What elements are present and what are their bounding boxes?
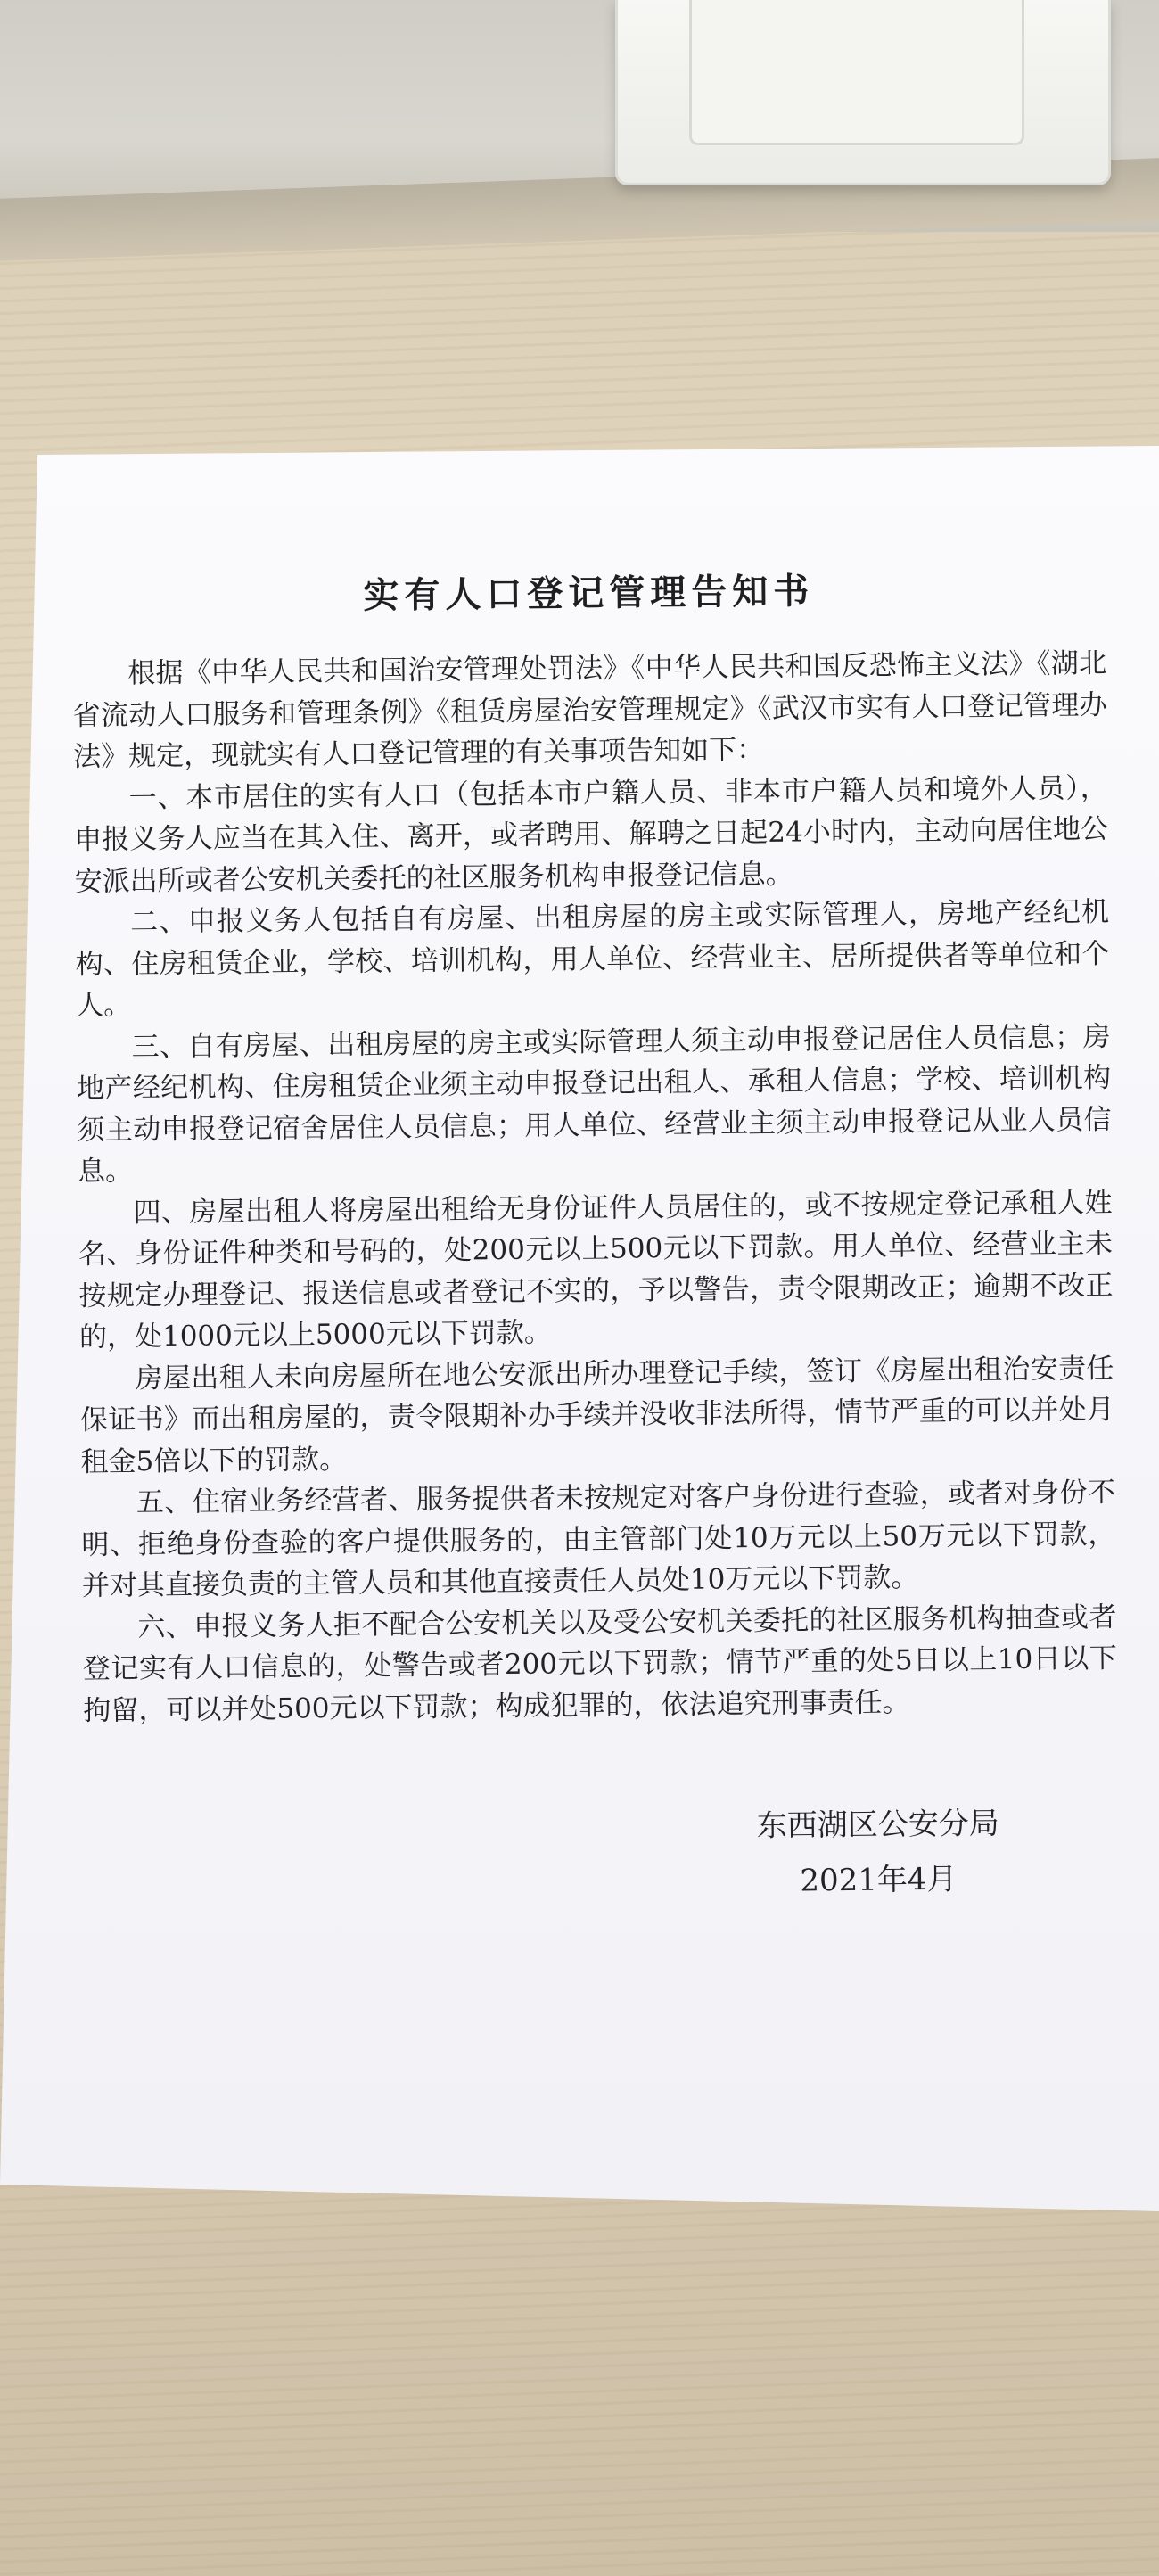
intro-paragraph: 根据《中华人民共和国治安管理处罚法》《中华人民共和国反恐怖主义法》《湖北省流动人口服务和管理条例》《租赁房屋治安管理规定》《武汉市实有人口登记管理办法》规定，现就实有人口登记管理的有关事项告知如下： bbox=[72, 646, 1107, 773]
issue-date: 2021年4月 bbox=[800, 1861, 958, 1899]
issuer-name: 东西湖区公安分局 bbox=[756, 1806, 999, 1845]
switch-rocker bbox=[689, 0, 1024, 145]
clause-4-supplement: 房屋出租人未向房屋所在地公安派出所办理登记手续，签订《房屋出租治安责任保证书》而出租房屋的，责令限期补办手续并没收非法所得，情节严重的可以并处月租金5倍以下的罚款。 bbox=[79, 1352, 1115, 1478]
clause-4: 四、房屋出租人将房屋出租给无身份证件人员居住的，或不按规定登记承租人姓名、身份证件种类和号码的，处200元以上500元以下罚款。用人单位、经营业主未按规定办理登记、报送信息或者登记不实的，予以警告，责令限期改正；逾期不改正的，处1000元以上5000元以下罚款。 bbox=[78, 1186, 1114, 1354]
notice-document bbox=[71, 560, 1118, 1899]
clause-3: 三、自有房屋、出租房屋的房主或实际管理人须主动申报登记居住人员信息；房地产经纪机构、住房租赁企业须主动申报登记出租人、承租人信息；学校、培训机构须主动申报登记宿舍居住人员信息；用人单位、经营业主须主动申报登记从业人员信息。 bbox=[76, 1020, 1112, 1188]
clause-5: 五、住宿业务经营者、服务提供者未按规定对客户身份进行查验，或者对身份不明、拒绝身份查验的客户提供服务的，由主管部门处10万元以上50万元以下罚款，并对其直接负责的主管人员和其他直接责任人员处10万元以下罚款。 bbox=[81, 1476, 1116, 1602]
clause-1: 一、本市居住的实有人口（包括本市户籍人员、非本市户籍人员和境外人员），申报义务人应当在其入住、离开，或者聘用、解聘之日起24小时内，主动向居住地公安派出所或者公安机关委托的社区服务机构申报登记信息。 bbox=[73, 771, 1109, 898]
notice-title: 实有人口登记管理告知书 bbox=[363, 570, 815, 617]
signature-block bbox=[690, 1795, 1065, 1909]
wall-switch-plate bbox=[615, 0, 1111, 185]
clause-6: 六、申报义务人拒不配合公安机关以及受公安机关委托的社区服务机构抽查或者登记实有人口信息的，处警告或者200元以下罚款；情节严重的处5日以上10日以下拘留，可以并处500元以下罚款；构成犯罪的，依法追究刑事责任。 bbox=[82, 1601, 1118, 1727]
clause-2: 二、申报义务人包括自有房屋、出租房屋的房主或实际管理人，房地产经纪机构、住房租赁企业，学校、培训机构，用人单位、经营业主、居所提供者等单位和个人。 bbox=[75, 895, 1110, 1022]
